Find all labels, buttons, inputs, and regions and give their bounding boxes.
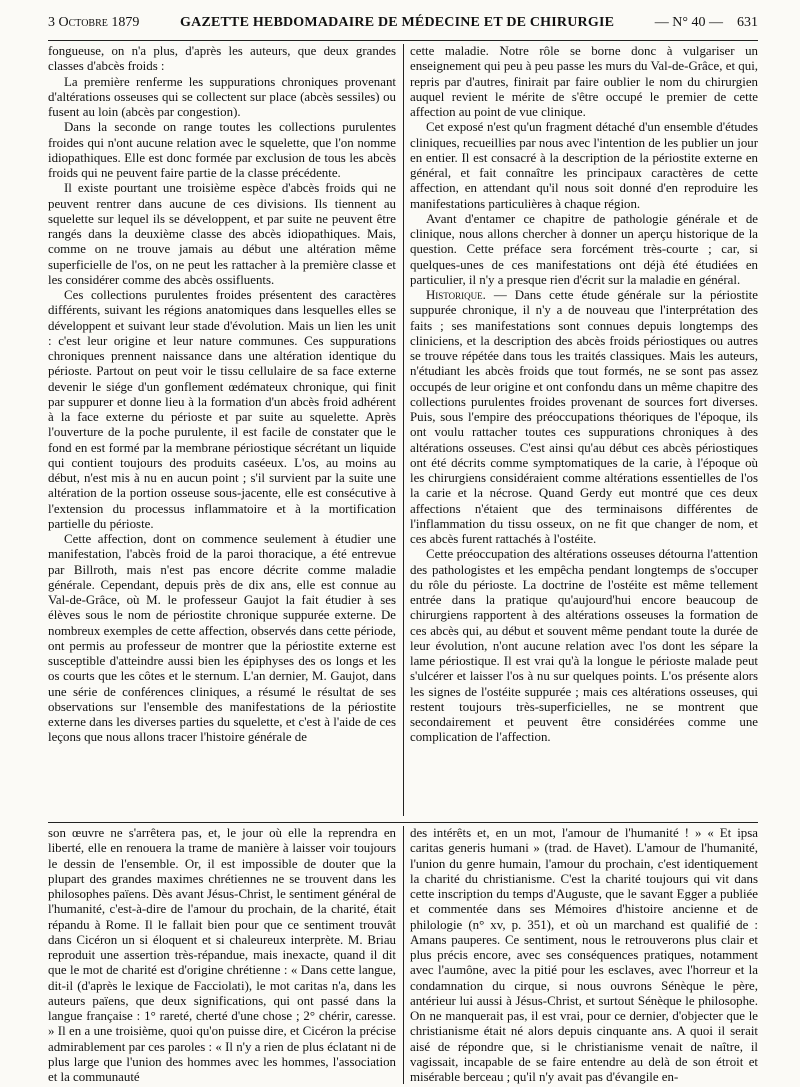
section-heading: Historique. — [426,288,507,302]
paragraph [410,288,758,547]
paragraph: Cette affection, dont on commence seulement à étudier une manifestation, l'abcès froid de la paroi thoracique, a été entrevue par Billroth, mais n'est pas encore décrite comme maladie générale. Cependant, depuis près de dix ans, elle est connue au Val-de-Grâce, où M. le professeur Gaujot la fait étudier à ses élèves sous le nom de périostite chronique suppurée externe. De nombreux exemples de cette affection, observés dans cette période, ont permis au professeur de montrer que la périostite externe est susceptible d'atteindre aussi bien les épiphyses des os longs et les os courts que les côtes et le sternum. L'an dernier, M. Gaujot, dans une série de conférences cliniques, a résumé le résultat de ses observations sur l'ensemble des manifestations de la périostite externe dans les diverses parties du squelette, et c'est à l'aide de ces leçons que nous allons tracer l'histoire générale de [48,532,396,745]
feuilleton-rule [48,822,758,823]
upper-right-column [410,44,758,816]
paragraph: Avant d'entamer ce chapitre de pathologie générale et de clinique, nous allons chercher à donner un aperçu historique de la question. Cette préface sera forcément très-courte ; car, si quelques-unes de ces manifestations ont déjà été étudiées en particulier, il n'y a presque rien d'écrit sur la maladie en général. [410,211,758,287]
paragraph: des intérêts et, en un mot, l'amour de l'humanité ! » « Et ipsa caritas generis humani » (trad. de Havet). L'amour de l'humanité, l'union du genre humain, l'amour du prochain, c'est identiquement la charité du christianisme. C'est la charité toujours qui vit dans cette inscription du temps d'Auguste, que le savant Egger a publiée et commentée dans ses Mémoires d'histoire ancienne et de philologie (n° xv, p. 351), et où un marchand est qualifié de : Amans pauperes. Ce sentiment, nous le retrouverons plus clair et plus précis encore, avec ses conséquences pratiques, notamment avec l'aumône, avec la pitié pour les esclaves, avec l'horreur et la condamnation du cirque, si nous ouvrons Sénèque le père, antérieur lui aussi à Jésus-Christ, et surtout Sénèque le philosophe. On ne manquerait pas, il est vrai, pour ce dernier, d'objecter que le christianisme était né alors depuis cinquante ans. A quoi il serait aisé de répondre que, si le christianisme venait de naître, il vagissait, incapable de se faire entendre au delà de son étroit et misérable berceau ; qu'il n'y avait pas d'évangile en- [410,826,758,1084]
column-divider [403,826,404,1084]
paragraph: Dans la seconde on range toutes les collections purulentes froides qui n'ont aucune relation avec le squelette, que l'on nomme idiopathiques. Elle est donc formée par exclusion de tous les abcès froids qui ne peuvent faire partie de la classe précédente. [48,120,396,180]
running-header [48,10,758,36]
upper-article [48,44,758,816]
lower-left-column [48,826,396,1084]
header-rule [48,40,758,41]
header-issue: — N° 40 — [654,15,723,30]
paragraph: Cet exposé n'est qu'un fragment détaché d'un ensemble d'études cliniques, recueillies par nous avec l'intention de les publier un jour en entier. Il est consacré à la description de la périostite externe en général, et fait connaître les principaux caractères de cette affection, en attendant qu'il nous soit donné d'en reproduire les manifestations particulières à chaque région. [410,120,758,211]
header-issue-page [655,15,758,31]
paragraph: Ces collections purulentes froides présentent des caractères différents, suivant les régions anatomiques dans lesquelles elles se développent et suivant leur stade d'évolution. Mais un lien les unit : c'est leur origine et leur nature communes. Ces suppurations chroniques prennent naissance dans une altération identique du périoste. Partout on peut voir le tissu cellulaire de sa face externe devenir le siége d'un gonflement œdémateux chronique, qui finit par suppurer et donne lieu à la formation d'un abcès froid adhérent à la face externe du périoste et par suite au squelette. Après l'ouverture de la poche purulente, il est facile de constater que le fond en est formé par la membrane périostique sécrétant un liquide qui contient toujours des produits caséeux. L'os, au moins au début, n'est mis à nu en aucun point ; s'il survient par la suite une altération de la portion osseuse sous-jacente, elle est consécutive à l'extension du processus inflammatoire et à la mortification partielle du périoste. [48,288,396,531]
upper-left-column [48,44,396,816]
feuilleton [48,826,758,1084]
header-journal-title: GAZETTE HEBDOMADAIRE DE MÉDECINE ET DE CHIRURGIE [180,15,615,30]
paragraph-text: Dans cette étude générale sur la périostite suppurée chronique, il n'y a de nouveau que l'interprétation des faits ; ses manifestations sont connues depuis longtemps des cliniciens, et la description des abcès froids périostiques ou autres se trouve répétée dans tous les traités classiques. Mais les auteurs, n'étudiant les abcès froids que tout formés, ne se sont pas assez occupés de leur origine et ont confondu dans un même chapitre des collections purulentes froides provenant de sources fort diverses. Puis, sous l'empire des préoccupations théoriques de l'époque, ils ont voulu rattacher toutes ces suppurations chroniques à des altérations osseuses. C'est ainsi qu'au début ces abcès périostiques ont été décrits comme symptomatiques de la carie, à l'époque où les chirurgiens considéraient comme altérations essentielles de l'os la carie et la nécrose. Quand Gerdy eut montré que ces deux affections n'étaient que des terminaisons différentes de l'inflammation du tissu osseux, on ne fit que changer de nom, et ces abcès furent rattachés à l'ostéite. [410,288,758,546]
paragraph: Il existe pourtant une troisième espèce d'abcès froids qui ne peuvent rentrer dans aucune de ces divisions. Ils tiennent au squelette sur lequel ils se développent, et par suite ne peuvent être rangés dans la deuxième classe des abcès idiopathiques. Mais, comme on ne trouve jamais au début une altération même superficielle de l'os, on ne peut les rattacher à la première classe et les considérer comme des abcès ossifluents. [48,181,396,287]
paragraph: cette maladie. Notre rôle se borne donc à vulgariser un enseignement qui peu à peu passe les murs du Val-de-Grâce, et qui, repris par d'autres, finirait par faire oublier le nom du chirurgien auquel revient le mérite de s'être occupé le premier de cette affection au point de vue clinique. [410,44,758,119]
column-divider [403,44,404,816]
header-date: 3 Octobre 1879 [48,15,140,30]
paragraph: son œuvre ne s'arrêtera pas, et, le jour où elle la reprendra en liberté, elle en renouera la trame de manière à laisser voir toujours le dessin de l'ensemble. Or, il est impossible de douter que la plupart des grandes maximes chrétiennes ne se trouvent dans les philosophes païens. Dès avant Jésus-Christ, le sentiment général de l'humanité, c'est-à-dire de l'amour du prochain, de la charité, était répandu à Rome. Il le fallait bien pour que ce sentiment trouvât dans Cicéron un si éloquent et si chaleureux interprète. M. Briau reproduit une assertion très-répandue, mais inexacte, quand il dit que le mot de charité est d'origine chrétienne : « Dans cette langue, dit-il (d'après le lexique de Facciolati), le mot caritas n'a, dans les auteurs païens, que deux significations, qui ont passé dans la langue française : 1° rareté, cherté d'une chose ; 2° chérir, caresse. » Il en a une troisième, quoi qu'on puisse dire, et Cicéron la précise admirablement par ces paroles : « Il n'y a rien de plus éclatant ni de plus large que l'union des hommes avec les hommes, l'association et la communauté [48,826,396,1084]
header-page-number: 631 [737,15,758,30]
paragraph: Cette préoccupation des altérations osseuses détourna l'attention des pathologistes et les empêcha pendant longtemps de s'occuper du rôle du périoste. La doctrine de l'ostéite est même tellement entrée dans la pratique qu'aujourd'hui encore beaucoup de chirurgiens rapportent à des altérations osseuses la formation de ces abcès qui, au début et souvent même pendant toute la durée de leur évolution, n'ont aucune relation avec l'os dont les sépare la lame périostique. Il est vrai qu'à la longue le périoste malade peut s'ulcérer et laisser l'os à nu sur quelques points. L'os présente alors les signes de l'ostéite suppurée ; mais ces altérations osseuses, qui restent toujours très-superficielles, ne se montrent que secondairement et peuvent être considérées comme une complication de l'affection. [410,547,758,745]
paragraph: fongueuse, on n'a plus, d'après les auteurs, que deux grandes classes d'abcès froids : [48,44,396,74]
lower-right-column [410,826,758,1084]
paragraph: La première renferme les suppurations chroniques provenant d'altérations osseuses qui se collectent sur place (abcès sessiles) ou fusent au loin (abcès par congestion). [48,74,396,119]
